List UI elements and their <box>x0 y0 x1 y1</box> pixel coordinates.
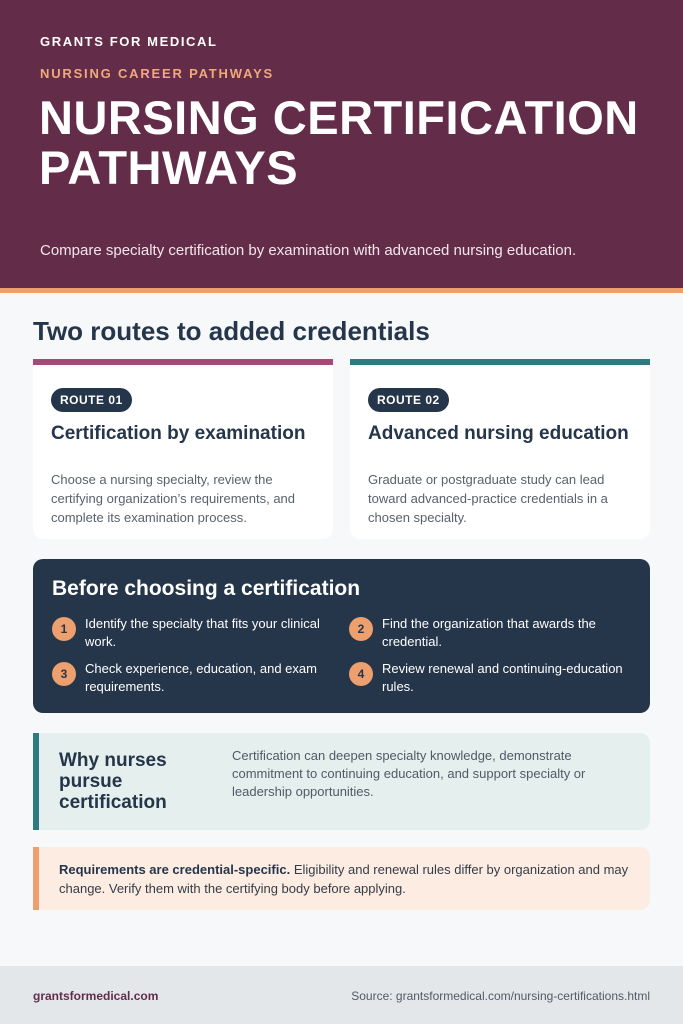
step-text: Find the organization that awards the credential. <box>382 616 596 649</box>
page-subtitle: Compare specialty certification by examination with advanced nursing education. <box>40 242 577 259</box>
route-badge: ROUTE 01 <box>51 388 132 412</box>
brand-name: GRANTS FOR MEDICAL <box>40 34 218 49</box>
step-number-badge: 1 <box>52 617 76 641</box>
certification-checklist <box>33 559 650 713</box>
requirements-note <box>33 847 650 910</box>
why-title: Why nurses pursue certification <box>59 750 167 813</box>
header-accent-rule <box>0 288 683 293</box>
route-card-examination <box>33 359 333 539</box>
footer-brand: grantsformedical.com <box>33 989 159 1003</box>
note-text <box>59 860 639 898</box>
routes-section-title: Two routes to added credentials <box>33 316 430 346</box>
route-description: Graduate or postgraduate study can lead toward advanced-practice credentials in a chosen specialty. <box>368 472 608 525</box>
why-certification-panel <box>33 733 650 830</box>
route-card-education <box>350 359 650 539</box>
step-text: Identify the specialty that fits your clinical work. <box>85 616 320 649</box>
why-description: Certification can deepen specialty knowledge, demonstrate commitment to continuing education, and support specialty or leadership opportunities. <box>232 748 586 799</box>
route-title: Advanced nursing education <box>368 423 629 444</box>
page-footer <box>0 966 683 1024</box>
route-description: Choose a nursing specialty, review the certifying organization’s requirements, and complete its examination process. <box>51 472 296 525</box>
step-number-badge: 3 <box>52 662 76 686</box>
step-number-badge: 4 <box>349 662 373 686</box>
route-title: Certification by examination <box>51 423 306 444</box>
header-banner <box>0 0 683 288</box>
step-text: Review renewal and continuing-education rules. <box>382 661 623 694</box>
note-body: Eligibility and renewal rules differ by organization and may change. Verify them with the certifying body before applying. <box>59 862 629 896</box>
checklist-title: Before choosing a certification <box>52 577 361 600</box>
route-badge: ROUTE 02 <box>368 388 449 412</box>
step-number-badge: 2 <box>349 617 373 641</box>
footer-source: Source: grantsformedical.com/nursing-certifications.html <box>351 989 650 1003</box>
step-text: Check experience, education, and exam requirements. <box>85 661 317 694</box>
page-title: NURSING CERTIFICATION PATHWAYS <box>39 91 639 194</box>
note-emphasis: Requirements are credential-specific. <box>59 862 291 877</box>
eyebrow-label: NURSING CAREER PATHWAYS <box>40 66 275 81</box>
